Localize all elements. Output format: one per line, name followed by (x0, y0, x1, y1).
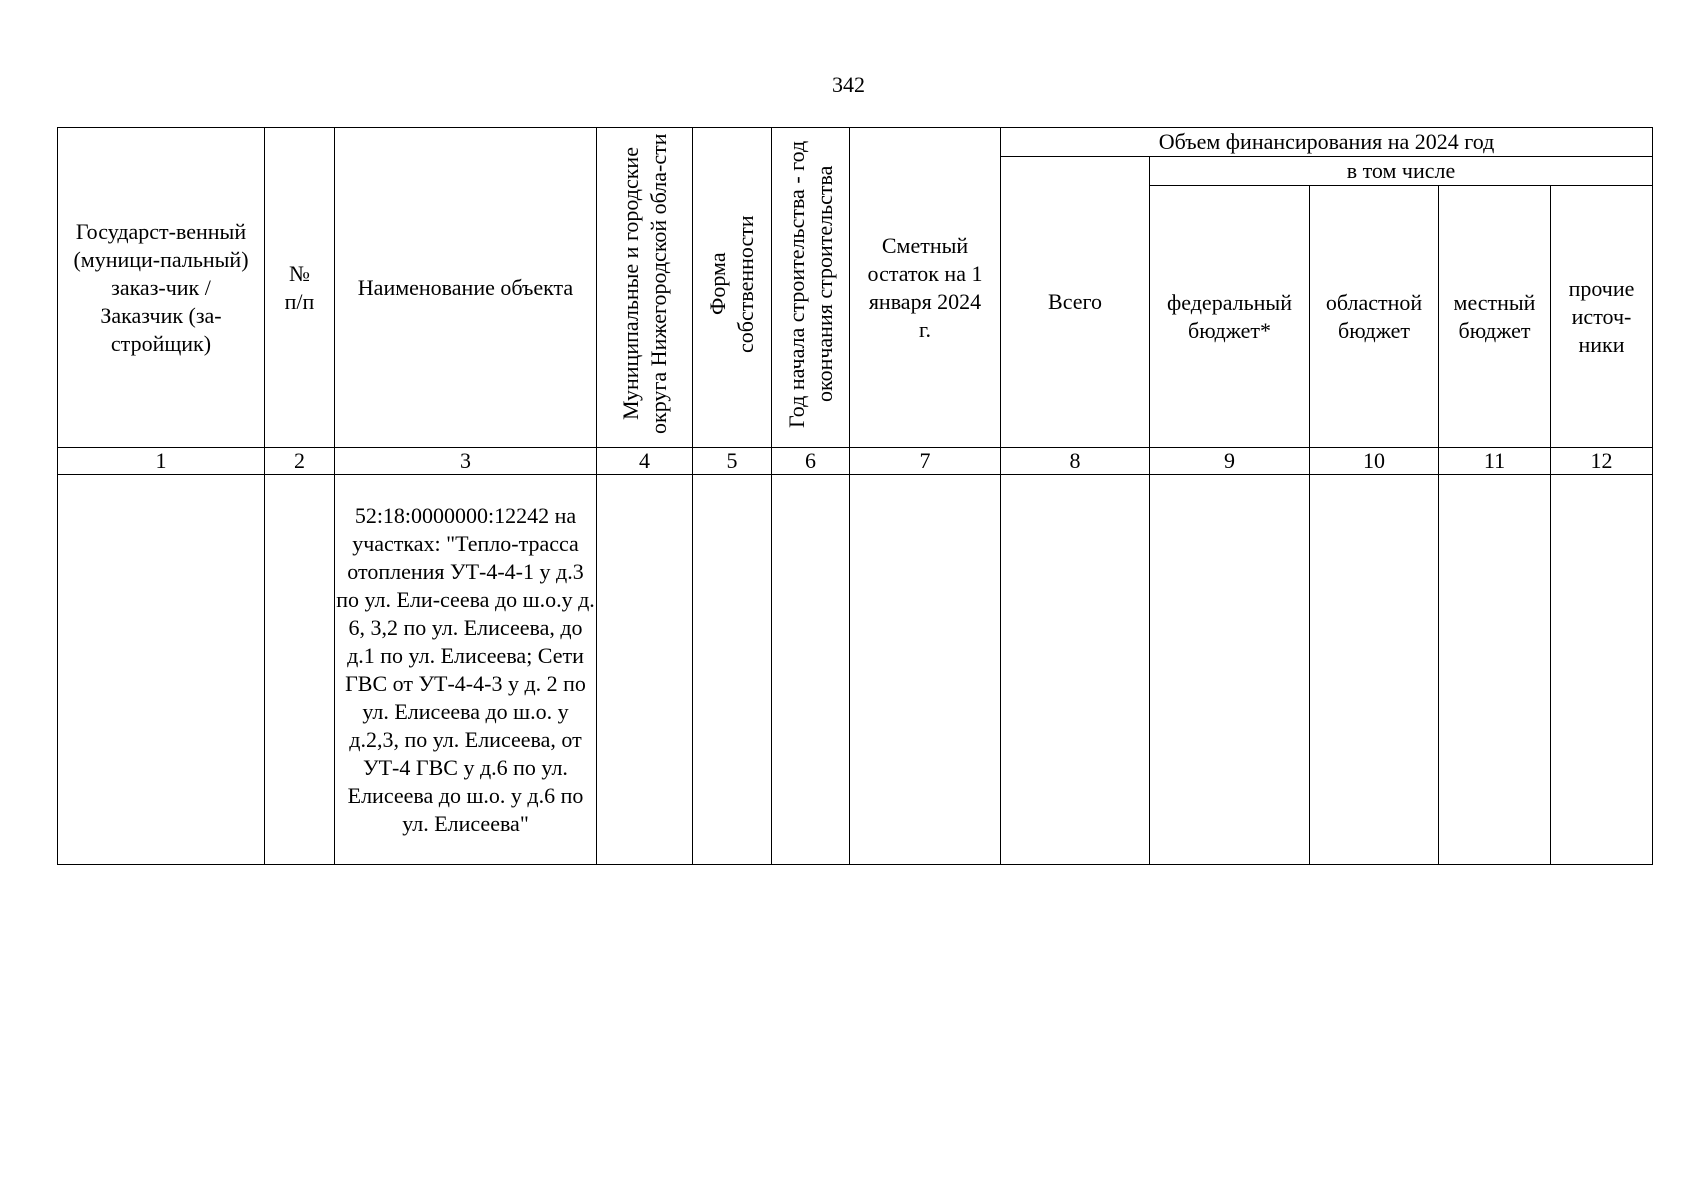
cell-customer (58, 475, 265, 865)
header-years: Год начала строительства - год окончания строительства (783, 140, 837, 428)
column-number: 8 (1001, 448, 1150, 475)
header-remainder: Сметный остаток на 1 января 2024 г. (850, 128, 1001, 448)
header-object-name: Наименование объекта (335, 128, 597, 448)
header-funding: Объем финансирования на 2024 год (1001, 128, 1653, 157)
header-local: местный бюджет (1439, 186, 1551, 448)
column-number: 12 (1551, 448, 1653, 475)
header-ownership-cell (693, 128, 772, 448)
header-including: в том числе (1150, 157, 1653, 186)
page-number: 342 (832, 72, 865, 97)
cell-other (1551, 475, 1653, 865)
column-number: 6 (772, 448, 850, 475)
cell-object-name: 52:18:0000000:12242 на участках: "Тепло-трасса отопления УТ-4-4-1 у д.3 по ул. Ели-сеева до ш.о.у д. 6, 3,2 по ул. Елисеева, до д.1 по ул. Елисеева; Сети ГВС от УТ-4-4-3 у д. 2 по ул. Елисеева до ш.о. у д.2,3, по ул. Елисеева, от УТ-4 ГВС у д.6 по ул. Елисеева до ш.о. у д.6 по ул. Елисеева" (335, 475, 597, 865)
column-number: 4 (597, 448, 693, 475)
cell-remainder (850, 475, 1001, 865)
cell-total (1001, 475, 1150, 865)
column-number: 1 (58, 448, 265, 475)
header-other: прочие источ-ники (1551, 186, 1653, 448)
header-ownership: Форма собственности (705, 215, 758, 353)
column-number: 2 (265, 448, 335, 475)
cell-regional (1310, 475, 1439, 865)
column-number: 7 (850, 448, 1001, 475)
header-customer: Государст-венный (муници-пальный) заказ-чик / Заказчик (за-стройщик) (58, 128, 265, 448)
cell-municipal (597, 475, 693, 865)
column-number: 10 (1310, 448, 1439, 475)
column-number: 9 (1150, 448, 1310, 475)
cell-federal (1150, 475, 1310, 865)
column-number: 3 (335, 448, 597, 475)
column-number-row (58, 448, 1653, 475)
header-federal: федеральный бюджет* (1150, 186, 1310, 448)
column-number: 5 (693, 448, 772, 475)
cell-years (772, 475, 850, 865)
header-municipal-cell (597, 128, 693, 448)
cell-number (265, 475, 335, 865)
funding-table (57, 127, 1653, 865)
cell-local (1439, 475, 1551, 865)
table-row (58, 475, 1653, 865)
column-number: 11 (1439, 448, 1551, 475)
header-total: Всего (1001, 157, 1150, 448)
header-number: № п/п (265, 128, 335, 448)
header-years-cell (772, 128, 850, 448)
header-municipal: Муниципальные и городские округа Нижегородской обла-сти (617, 133, 671, 435)
cell-ownership (693, 475, 772, 865)
header-regional: областной бюджет (1310, 186, 1439, 448)
